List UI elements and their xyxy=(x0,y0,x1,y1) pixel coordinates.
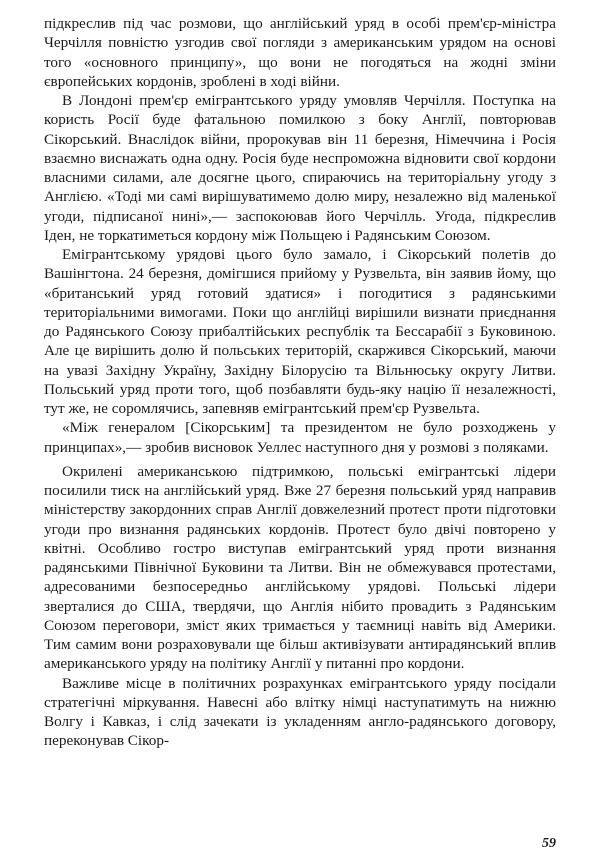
page-number: 59 xyxy=(542,836,556,851)
paragraph-5: Окрилені американською підтримкою, польські емігрантські лідери посилили тиск на англійський уряд. Вже 27 березня польський уряд направив міністерству закордонних справ Англії довжелезний протест проти підготовки угоди про визнання радянських кордонів. Протест було двічі повторено у квітні. Особливо гостро виступав емігрантський уряд проти визнання радянськими Північної Буковини та Литви. Він не обмежувався протестами, адресованими безпосередньо англійському урядові. Польські лідери зверталися до США, твердячи, що Англія нібито провадить з Радянським Союзом переговори, зміст яких тримається у таємниці навіть від Америки. Тим самим вони розраховували ще більш активізувати антирадянський вплив американського уряду на політику Англії у питанні про кордони. xyxy=(44,462,556,673)
paragraph-2: В Лондоні прем'єр емігрантського уряду умовляв Черчілля. Поступка на користь Росії буде фатальною помилкою з боку Англії, повторював Сікорський. Внаслідок війни, пророкував він 11 березня, Німеччина і Росія взаємно виснажать одна одну. Росія буде неспроможна відновити свої кордони власними силами, але досягне цього, спираючись на територіальну угоду з Англією. «Тоді ми самі вирішуватимемо долю миру, незалежно від маленької угоди, підписаної нині»,— заспокоював його Черчілль. Угода, підкреслив Іден, не торкатиметься кордону між Польщею і Радянським Союзом. xyxy=(44,92,556,244)
paragraph-4: «Між генералом [Сікорським] та президентом не було розходжень у принципах»,— зробив висновок Уеллес наступного дня у розмові з поляками. xyxy=(44,419,556,456)
paragraph-6: Важливе місце в політичних розрахунках емігрантського уряду посідали стратегічні міркування. Навесні або влітку німці наступатимуть на нижню Волгу і Кавказ, і слід зачекати із укладенням англо-радянського договору, переконував Сікор- xyxy=(44,674,556,750)
paragraph-3: Емігрантському урядові цього було замало, і Сікорський полетів до Вашінгтона. 24 березня, домігшися прийому у Рузвельта, він заявив йому, що «британський уряд готовий здатися» і погодитися з радянськими територіальними вимогами. Поки що англійці вирішили визнати приєднання до Радянського Союзу прибалтійських республік та Бессарабії з Буковиною. Але це вирішить долю й польських територій, скаржився Сікорський, маючи на увазі Західну Україну, Західну Білорусію та Вільнюську округу Литви. Польський уряд проти того, щоб позбавляти будь-яку націю її незалежності, тут же, не соромлячись, запевняв емігрантський прем'єр Рузвельта. xyxy=(44,246,556,417)
document-page xyxy=(44,14,556,751)
paragraph-1: підкреслив під час розмови, що англійський уряд в особі прем'єр-міністра Черчілля повністю узгодив свої погляди з американським урядом на основі того «основного принципу», що вони не погодяться на жодні зміни європейських кордонів, зроблені в ході війни. xyxy=(44,15,556,90)
